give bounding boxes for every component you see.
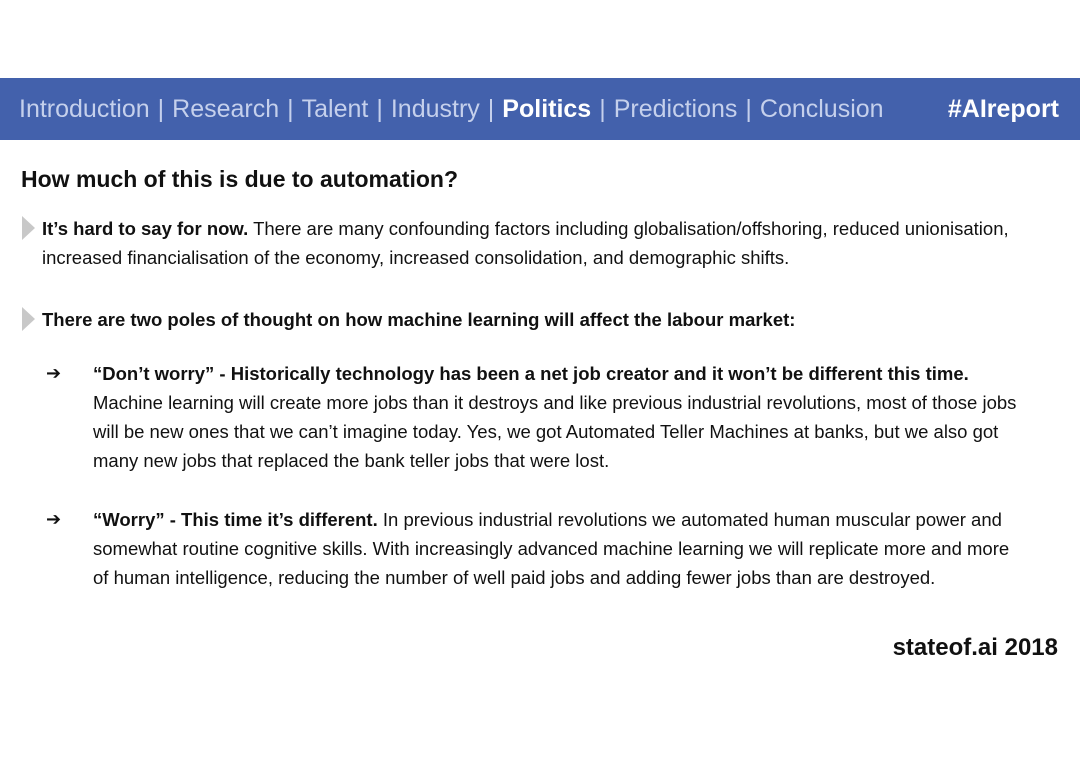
nav-separator: | (157, 94, 165, 123)
nav-separator: | (745, 94, 752, 123)
sub-point-body: In previous industrial revolutions we automated human muscular power and somewhat routine cognitive skills. With increasingly advanced machine learning we will replicate more and more of human intelligence, reducing the number of well paid jobs and adding fewer jobs than are destroyed. (93, 509, 1010, 588)
sub-point (46, 505, 1026, 592)
report-hashtag: #AIreport (947, 94, 1059, 123)
footer-brand: stateof.ai 2018 (892, 634, 1058, 661)
sub-point (46, 359, 1026, 475)
section-nav (19, 78, 884, 140)
nav-item-talent[interactable]: Talent (301, 94, 369, 123)
sub-point-text (93, 505, 1026, 592)
nav-item-politics[interactable]: Politics (502, 94, 592, 123)
sub-point-body: Machine learning will create more jobs than it destroys and like previous industrial revolutions, most of those jobs will be new ones that we can’t imagine today. Yes, we got Automated Teller Machines at banks, but we also got many new jobs that replaced the bank teller jobs that were lost. (93, 392, 1017, 471)
bullet-bold-lead: It’s hard to say for now. (42, 218, 249, 239)
arrow-right-icon: ➔ (46, 363, 62, 383)
nav-separator: | (487, 94, 495, 123)
slide-title: How much of this is due to automation? (21, 166, 458, 192)
section-nav-bar (0, 78, 1080, 140)
nav-separator: | (287, 94, 294, 123)
nav-item-industry[interactable]: Industry (390, 94, 480, 123)
arrow-right-icon: ➔ (46, 509, 62, 529)
nav-item-predictions[interactable]: Predictions (613, 94, 738, 123)
bullet-bold-lead: There are two poles of thought on how machine learning will affect the labour market: (42, 309, 796, 330)
triangle-bullet-icon (22, 216, 35, 240)
bullet-text (42, 305, 1022, 334)
triangle-bullet-icon (22, 307, 35, 331)
sub-point-bold-lead: “Worry” - This time it’s different. (93, 509, 378, 530)
nav-item-conclusion[interactable]: Conclusion (759, 94, 884, 123)
bullet-point (22, 214, 1022, 272)
bullet-point (22, 305, 1022, 334)
nav-separator: | (599, 94, 606, 123)
bullet-body: There are many confounding factors including globalisation/offshoring, reduced unionisation, increased financialisation of the economy, increased consolidation, and demographic shifts. (42, 218, 1009, 268)
bullet-text (42, 214, 1022, 272)
nav-separator: | (376, 94, 383, 123)
sub-point-bold-lead: “Don’t worry” - Historically technology has been a net job creator and it won’t be different this time. (93, 363, 969, 384)
nav-item-introduction[interactable]: Introduction (19, 94, 150, 123)
sub-point-text (93, 359, 1026, 475)
nav-item-research[interactable]: Research (172, 94, 280, 123)
